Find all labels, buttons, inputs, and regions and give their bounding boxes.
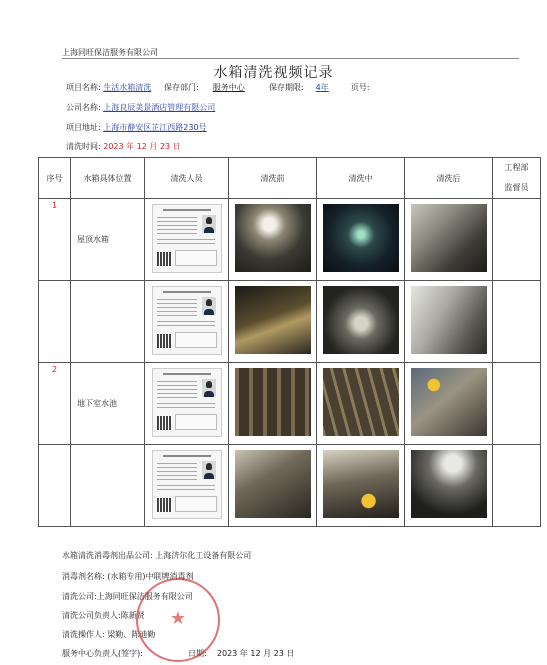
period-label: 保存期限:	[268, 83, 304, 92]
company-label: 公司名称:	[66, 103, 101, 112]
row-seq	[39, 445, 71, 527]
row-location	[71, 281, 145, 363]
date-line	[66, 141, 181, 152]
staff-photo-icon	[202, 297, 216, 315]
after-photo-cell	[405, 199, 493, 281]
address-line	[66, 122, 207, 133]
during-photo	[323, 204, 399, 272]
header-during: 清洗中	[317, 158, 405, 199]
header-staff: 清洗人员	[145, 158, 229, 199]
company-lead: 清洗公司负责人:陈新贤	[62, 611, 145, 620]
before-photo-cell	[229, 281, 317, 363]
staff-photo-icon	[202, 215, 216, 233]
project-name-label: 项目名称:	[66, 83, 101, 92]
qr-code-icon	[157, 416, 171, 430]
staff-certificate-image	[152, 450, 222, 519]
staff-cert-cell	[145, 281, 229, 363]
table-header-row	[39, 158, 541, 199]
qr-code-icon	[157, 252, 171, 266]
signoff-date: 2023 年 12 月 23 日	[216, 649, 295, 658]
table-row	[39, 445, 541, 527]
signoff-date-label: 日期:	[188, 649, 207, 658]
row-seq	[39, 281, 71, 363]
before-photo	[235, 368, 311, 436]
project-name: 生活水箱清洗	[103, 83, 152, 92]
supervisor-cell	[493, 199, 541, 281]
disinfectant-supplier: 水箱清洗消毒剂出品公司: 上海济尔化工设备有限公司	[62, 551, 252, 560]
qr-code-icon	[157, 498, 171, 512]
row-location	[71, 445, 145, 527]
page-label: 页号:	[350, 83, 370, 92]
after-photo	[411, 286, 487, 354]
after-photo	[411, 204, 487, 272]
dept-label: 保存部门:	[163, 83, 199, 92]
staff-photo-icon	[202, 461, 216, 479]
header-before: 清洗前	[229, 158, 317, 199]
company-seal-stamp	[136, 578, 220, 662]
company-value: 上海良辰美景酒店管理有限公司	[103, 103, 216, 112]
after-photo	[411, 450, 487, 518]
header-seq: 序号	[39, 158, 71, 199]
during-photo	[323, 450, 399, 518]
header-after: 清洗后	[405, 158, 493, 199]
before-photo	[235, 204, 311, 272]
date-value: 2023 年 12 月 23 日	[103, 142, 181, 151]
header-location: 水箱具体位置	[71, 158, 145, 199]
qr-code-icon	[157, 334, 171, 348]
supervisor-cell	[493, 281, 541, 363]
supervisor-cell	[493, 445, 541, 527]
after-photo-cell	[405, 445, 493, 527]
signoff-label: 服务中心负责人(签字):	[62, 649, 143, 658]
after-photo	[411, 368, 487, 436]
during-photo-cell	[317, 199, 405, 281]
row-seq: 1	[39, 199, 71, 281]
header-supervisor-line2: 监督员	[504, 183, 529, 192]
after-photo-cell	[405, 363, 493, 445]
table-row	[39, 281, 541, 363]
page-title: 水箱清洗视频记录	[213, 65, 334, 81]
row-location	[71, 363, 145, 445]
table-row	[39, 363, 541, 445]
address-label: 项目地址:	[66, 123, 101, 132]
address-value: 上海市静安区芷江西路230号	[103, 123, 207, 132]
staff-certificate-image	[152, 368, 222, 437]
supervisor-cell	[493, 363, 541, 445]
disinfectant-name: 消毒剂名称: (水箱专用)中联牌消毒剂	[62, 572, 194, 581]
period-value: 4年	[315, 83, 329, 92]
during-photo	[323, 368, 399, 436]
company-header: 上海同旺保洁服务有限公司	[62, 48, 158, 57]
before-photo	[235, 450, 311, 518]
table-row	[39, 199, 541, 281]
location-label: 地下室水池	[77, 399, 117, 408]
before-photo	[235, 286, 311, 354]
header-supervisor	[493, 158, 541, 199]
staff-certificate-image	[152, 204, 222, 273]
during-photo	[323, 286, 399, 354]
header-divider	[62, 58, 519, 59]
header-supervisor-line1: 工程部	[504, 163, 529, 172]
before-photo-cell	[229, 445, 317, 527]
cleaning-company: 清洗公司:上海同旺保洁服务有限公司	[62, 592, 193, 601]
during-photo-cell	[317, 363, 405, 445]
during-photo-cell	[317, 281, 405, 363]
before-photo-cell	[229, 363, 317, 445]
during-photo-cell	[317, 445, 405, 527]
staff-photo-icon	[202, 379, 216, 397]
date-label: 清洗时间:	[66, 142, 101, 151]
project-line	[66, 82, 370, 93]
row-seq: 2	[39, 363, 71, 445]
staff-cert-cell	[145, 363, 229, 445]
after-photo-cell	[405, 281, 493, 363]
staff-cert-cell	[145, 445, 229, 527]
staff-certificate-image	[152, 286, 222, 355]
dept-value: 服务中心	[212, 83, 245, 92]
company-line	[66, 102, 215, 113]
row-location	[71, 199, 145, 281]
cleaning-record-table	[38, 157, 541, 527]
seal-star-icon: ★	[169, 608, 187, 629]
before-photo-cell	[229, 199, 317, 281]
location-label: 屋顶水箱	[77, 235, 109, 244]
staff-cert-cell	[145, 199, 229, 281]
operators: 清洗操作人: 梁勤、陈迪勤	[62, 630, 156, 639]
